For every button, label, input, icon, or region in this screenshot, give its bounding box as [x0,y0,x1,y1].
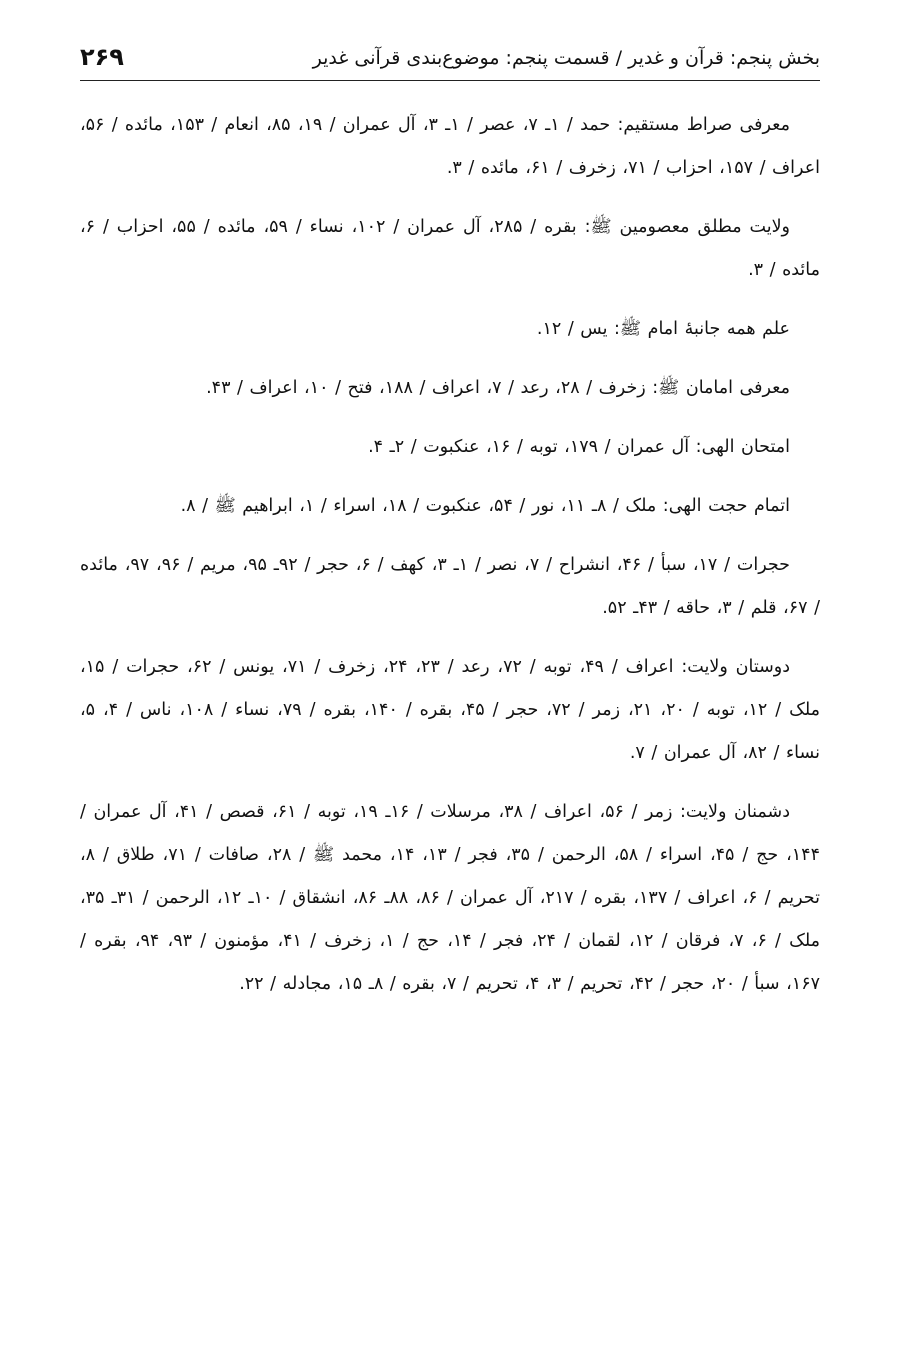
entry-introducing-imams: معرفی امامان ﷺ: زخرف / ۲۸، رعد / ۷، اعراف / ۱۸۸، فتح / ۱۰، اعراف / ۴۳. [206,378,790,398]
page-number: ۲۶۹ [80,43,124,71]
entry-straight-path: معرفی صراط مستقیم: حمد / ۱ـ ۷، عصر / ۱ـ ۳، آل عمران / ۱۹، ۸۵، انعام / ۱۵۳، مائده / ۵۶، اعراف / ۱۵۷، احزاب / ۷۱، زخرف / ۶۱، مائده / ۳. [80,115,820,178]
entry-completion-of-proof: اتمام حجت الهی: ملک / ۸ـ ۱۱، نور / ۵۴، عنکبوت / ۱۸، اسراء / ۱، ابراهیم ﷺ / ۸. [180,496,790,516]
entry-absolute-guardianship: ولایت مطلق معصومین ﷺ: بقره / ۲۸۵، آل عمران / ۱۰۲، نساء / ۵۹، مائده / ۵۵، احزاب / ۶، مائده / ۳. [80,217,820,280]
entry-enemies-of-guardianship: دشمنان ولایت: زمر / ۵۶، اعراف / ۳۸، مرسلات / ۱۶ـ ۱۹، توبه / ۶۱، قصص / ۴۱، آل عمران / ۱۴۴، حج / ۴۵، اسراء / ۵۸، الرحمن / ۳۵، فجر / ۱۳، ۱۴، محمد ﷺ / ۲۸، صافات / ۷۱، طلاق / ۸، تحریم / ۶، اعراف / ۱۳۷، بقره / ۲۱۷، آل عمران / ۸۶، ۸۸ـ ۸۶، انشقاق / ۱۰ـ ۱۲، الرحمن / ۳۱ـ ۳۵، ملک / ۶، ۷، فرقان / ۱۲، لقمان / ۲۴، فجر / ۱۴، حج / ۱، زخرف / ۴۱، مؤمنون / ۹۳، ۹۴، بقره / ۱۶۷، سبأ / ۲۰، حجر / ۴۲، تحریم / ۳، ۴، تحریم / ۷، بقره / ۸ـ ۱۵، مجادله / ۲۲. [80,802,820,994]
entry-imam-knowledge: علم همه جانبهٔ امام ﷺ: یس / ۱۲. [536,319,790,339]
entry-verse-list: حجرات / ۱۷، سبأ / ۴۶، انشراح / ۷، نصر / ۱ـ ۳، کهف / ۶، حجر / ۹۲ـ ۹۵، مریم / ۹۶، ۹۷، مائده / ۶۷، قلم / ۳، حاقه / ۴۳ـ ۵۲. [80,555,820,618]
entry-divine-test: امتحان الهی: آل عمران / ۱۷۹، توبه / ۱۶، عنکبوت / ۲ـ ۴. [368,437,790,457]
page-body [80,104,820,1022]
entry-friends-of-guardianship: دوستان ولایت: اعراف / ۴۹، توبه / ۷۲، رعد / ۲۳، ۲۴، زخرف / ۷۱، یونس / ۶۲، حجرات / ۱۵، ملک / ۱۲، توبه / ۲۰، ۲۱، زمر / ۷۲، حجر / ۴۵، بقره / ۱۴۰، بقره / ۷۹، نساء / ۱۰۸، ناس / ۴، ۵، نساء / ۸۲، آل عمران / ۷. [80,657,820,763]
page-header [80,34,820,81]
running-header-title: بخش پنجم: قرآن و غدیر / قسمت پنجم: موضوع‌بندی قرآنی غدیر [312,47,820,69]
